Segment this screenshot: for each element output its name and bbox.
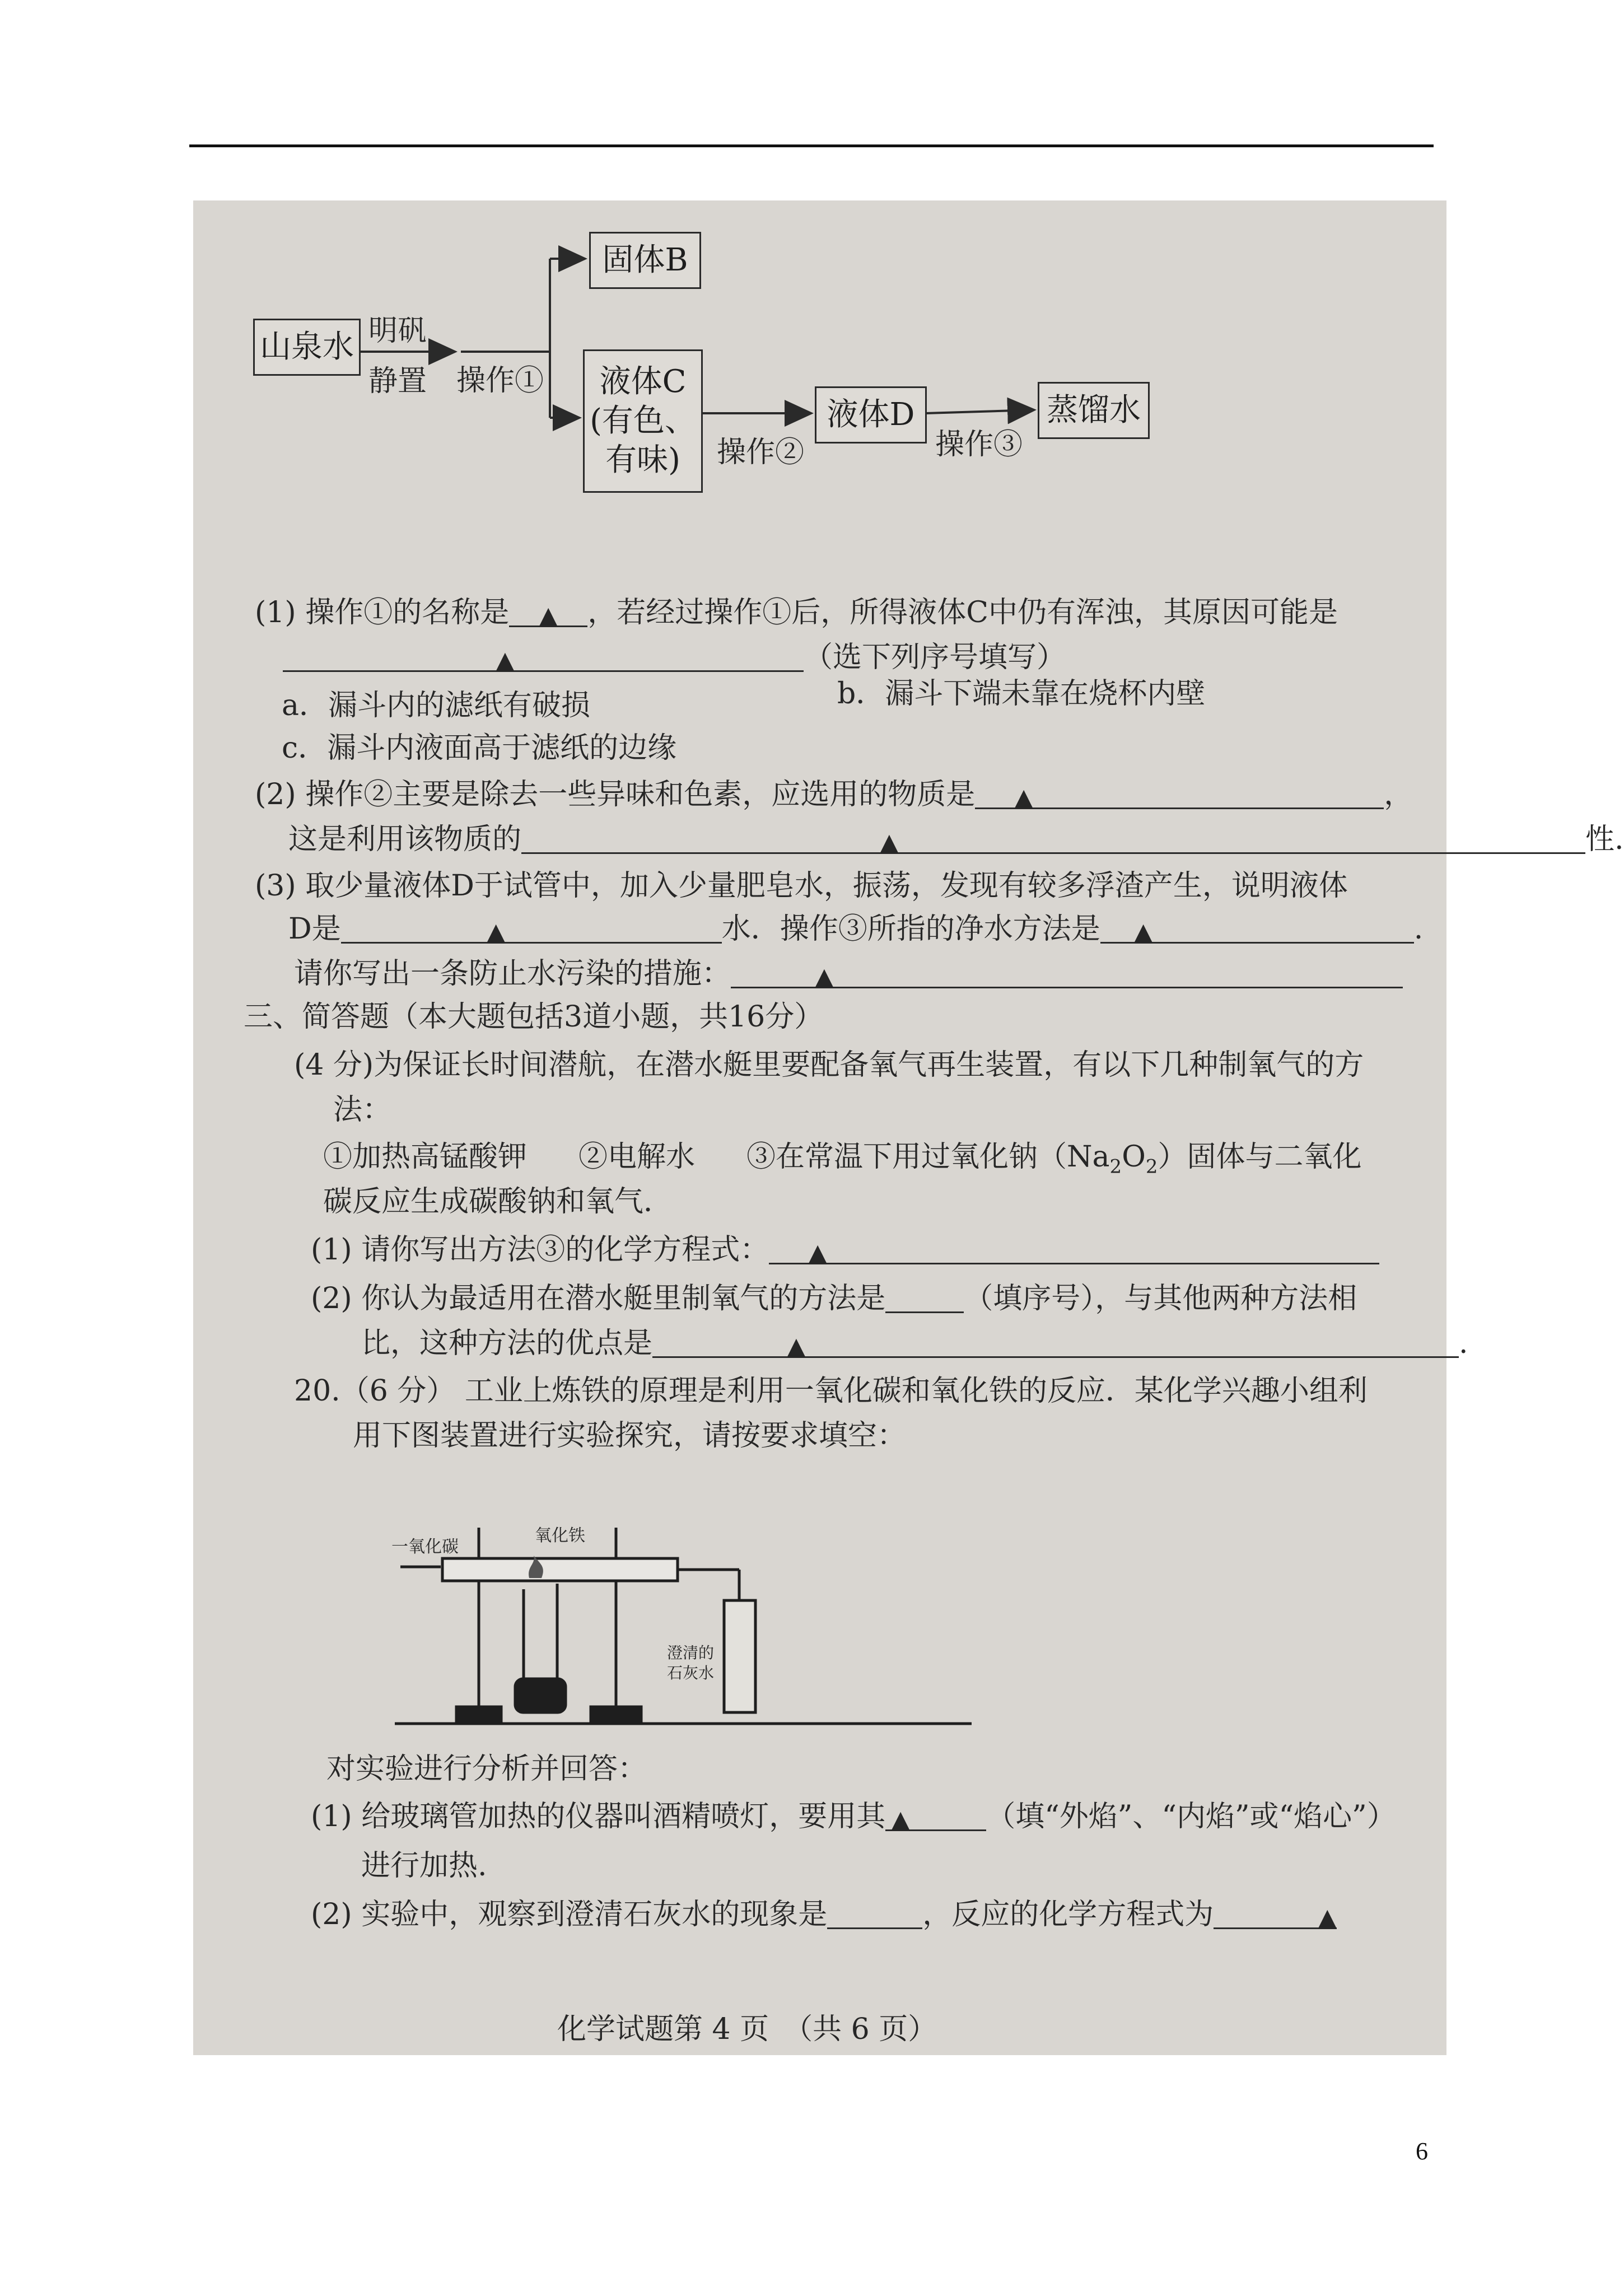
- apparatus-drawing: [389, 1494, 977, 1740]
- q20-intro-b: 用下图装置进行实验探究，请按要求填空：: [353, 1419, 907, 1453]
- q19-method3c: ）固体与二氧化: [1158, 1140, 1362, 1174]
- exam-footer: 化学试题第 4 页 （共 6 页）: [557, 2013, 937, 2046]
- q18-p1c: （选下列序号填写）: [804, 641, 1066, 674]
- q19-blank1: [769, 1237, 1379, 1267]
- flow-source-label: 山泉水: [260, 329, 354, 365]
- q18-line-p3b: [288, 914, 1423, 944]
- q19-sub2b: （填序号），与其他两种方法相: [964, 1282, 1357, 1315]
- q19-sub2d: .: [1459, 1327, 1468, 1360]
- q18-line-p3e: [294, 957, 1403, 991]
- answer-marker: ▲: [808, 1239, 828, 1267]
- label-limewater-2: 石灰水: [667, 1664, 715, 1682]
- q19-blank2: [885, 1286, 964, 1313]
- q19-sub-a: 2: [1109, 1155, 1122, 1178]
- q19-sub1-text: (1) 请你写出方法③的化学方程式：: [311, 1233, 769, 1267]
- flow-add-top: 明矾: [368, 314, 427, 348]
- q20-sub1b: （填“外焰”、“内焰”或“焰心”）: [986, 1800, 1396, 1833]
- q18-p3e: 请你写出一条防止水污染的措施：: [294, 957, 731, 991]
- q19-intro-a: (4 分)为保证长时间潜航，在潜水艇里要配备氧气再生装置，有以下几种制氧气的方: [294, 1048, 1364, 1082]
- q20-intro-a: 20.（6 分） 工业上炼铁的原理是利用一氧化碳和氧化铁的反应．某化学兴趣小组利: [294, 1374, 1368, 1408]
- q20-sub1a: (1) 给玻璃管加热的仪器叫酒精喷灯，要用其: [311, 1800, 886, 1833]
- q20-sub2b: ，反应的化学方程式为: [922, 1898, 1214, 1931]
- q18-p3b: D是: [288, 912, 341, 946]
- q18-blank7: [731, 961, 1403, 991]
- answer-marker: ▲: [1318, 1903, 1337, 1932]
- flow-arrows: [193, 200, 1446, 536]
- answer-marker: ▲: [1014, 783, 1034, 812]
- q18-p2a: (2) 操作②主要是除去一些异味和色素，应选用的物质是: [255, 778, 976, 811]
- answer-marker: ▲: [539, 601, 558, 630]
- q18-blank4: [521, 827, 1585, 857]
- flow-liquid-c-line1: 液体C: [599, 363, 687, 400]
- q20-blank3: [1214, 1902, 1337, 1932]
- q19-sub-b: 2: [1145, 1155, 1158, 1178]
- q19-sub2c: [361, 1327, 1468, 1361]
- q19-sub2c-text: 比，这种方法的优点是: [361, 1327, 653, 1360]
- top-rule: [189, 144, 1434, 147]
- q19-method3b: O: [1122, 1140, 1146, 1174]
- q19-intro-b: 法：: [333, 1093, 392, 1127]
- q18-opt-a: a．漏斗内的滤纸有破损: [282, 689, 591, 722]
- flow-liquid-c-line3: 有味): [605, 442, 680, 478]
- q20-sub2a: (2) 实验中，观察到澄清石灰水的现象是: [311, 1898, 828, 1931]
- q18-line-p3: (3) 取少量液体D于试管中，加入少量肥皂水，振荡，发现有较多浮渣产生，说明液体: [255, 869, 1348, 903]
- q19-methods-d: 碳反应生成碳酸钠和氧气．: [323, 1185, 673, 1219]
- flow-op1: 操作①: [456, 364, 544, 398]
- flow-op3: 操作③: [935, 428, 1023, 461]
- answer-marker: ▲: [787, 1332, 806, 1361]
- answer-marker: ▲: [891, 1805, 911, 1834]
- answer-marker: ▲: [815, 963, 834, 991]
- q18-blank6: [1100, 916, 1414, 944]
- q20-sub1: [311, 1800, 1396, 1834]
- q18-line1: [255, 596, 1338, 630]
- q19-methods: [323, 1142, 1361, 1176]
- answer-marker: ▲: [486, 918, 506, 946]
- answer-marker: ▲: [880, 828, 899, 857]
- q19-method3: ③在常温下用过氧化钠（Na: [746, 1140, 1110, 1174]
- q19-method2: ②电解水: [578, 1140, 696, 1174]
- q19-sub2: [311, 1284, 1357, 1313]
- q19-method1: ①加热高锰酸钾: [323, 1140, 528, 1174]
- q18-line2: [283, 641, 1066, 675]
- flow-liquid-c-line2: (有色、: [590, 403, 696, 439]
- q19-sub2a: (2) 你认为最适用在潜水艇里制氧气的方法是: [311, 1282, 886, 1315]
- answer-marker: ▲: [496, 646, 515, 675]
- flow-op2: 操作②: [717, 436, 805, 469]
- q18-p3d: .: [1413, 912, 1424, 946]
- q18-blank1: [509, 600, 587, 630]
- flow-solid-b-label: 固体B: [602, 242, 688, 278]
- label-limewater-1: 澄清的: [667, 1644, 715, 1662]
- flow-liquid-d-label: 液体D: [827, 396, 915, 433]
- q20-blank1: [885, 1804, 986, 1834]
- q18-blank5: [341, 916, 722, 944]
- q18-opt-b: b．漏斗下端未靠在烧杯内壁: [837, 677, 1206, 711]
- q18-p2c: 这是利用该物质的: [288, 823, 522, 856]
- q18-p3c: 水．操作③所指的净水方法是: [721, 912, 1100, 946]
- label-co: 一氧化碳: [391, 1537, 459, 1557]
- q20-blank2: [827, 1902, 922, 1929]
- q18-p1b: ，若经过操作①后，所得液体C中仍有浑浊，其原因可能是: [587, 596, 1338, 629]
- page-number: 6: [1416, 2137, 1428, 2165]
- q18-blank2: [283, 645, 804, 675]
- exam-page-photo: [193, 200, 1624, 2055]
- q18-p2b: ，: [1384, 778, 1413, 811]
- q20-sub2: [311, 1898, 1337, 1932]
- q20-sub1c: 进行加热.: [361, 1849, 487, 1883]
- q18-line-p2: [255, 778, 1413, 812]
- flow-add-bottom: 静置: [368, 365, 427, 398]
- q20-analysis: 对实验进行分析并回答：: [326, 1752, 647, 1786]
- q18-blank3: [975, 782, 1384, 812]
- q18-p2d: 性.: [1585, 823, 1624, 856]
- label-fe2o3: 氧化铁: [535, 1526, 585, 1546]
- q19-sub1: [311, 1233, 1379, 1267]
- section3-heading: 三、简答题（本大题包括3道小题，共16分）: [244, 1000, 824, 1034]
- flow-distilled-label: 蒸馏水: [1047, 392, 1141, 428]
- q18-line-p2c: [288, 823, 1624, 857]
- q19-blank3: [652, 1331, 1459, 1361]
- answer-marker: ▲: [1133, 918, 1153, 946]
- q18-opt-c: c．漏斗内液面高于滤纸的边缘: [282, 731, 677, 765]
- q18-p1a: (1) 操作①的名称是: [255, 596, 510, 629]
- apparatus-diagram: [389, 1494, 977, 1740]
